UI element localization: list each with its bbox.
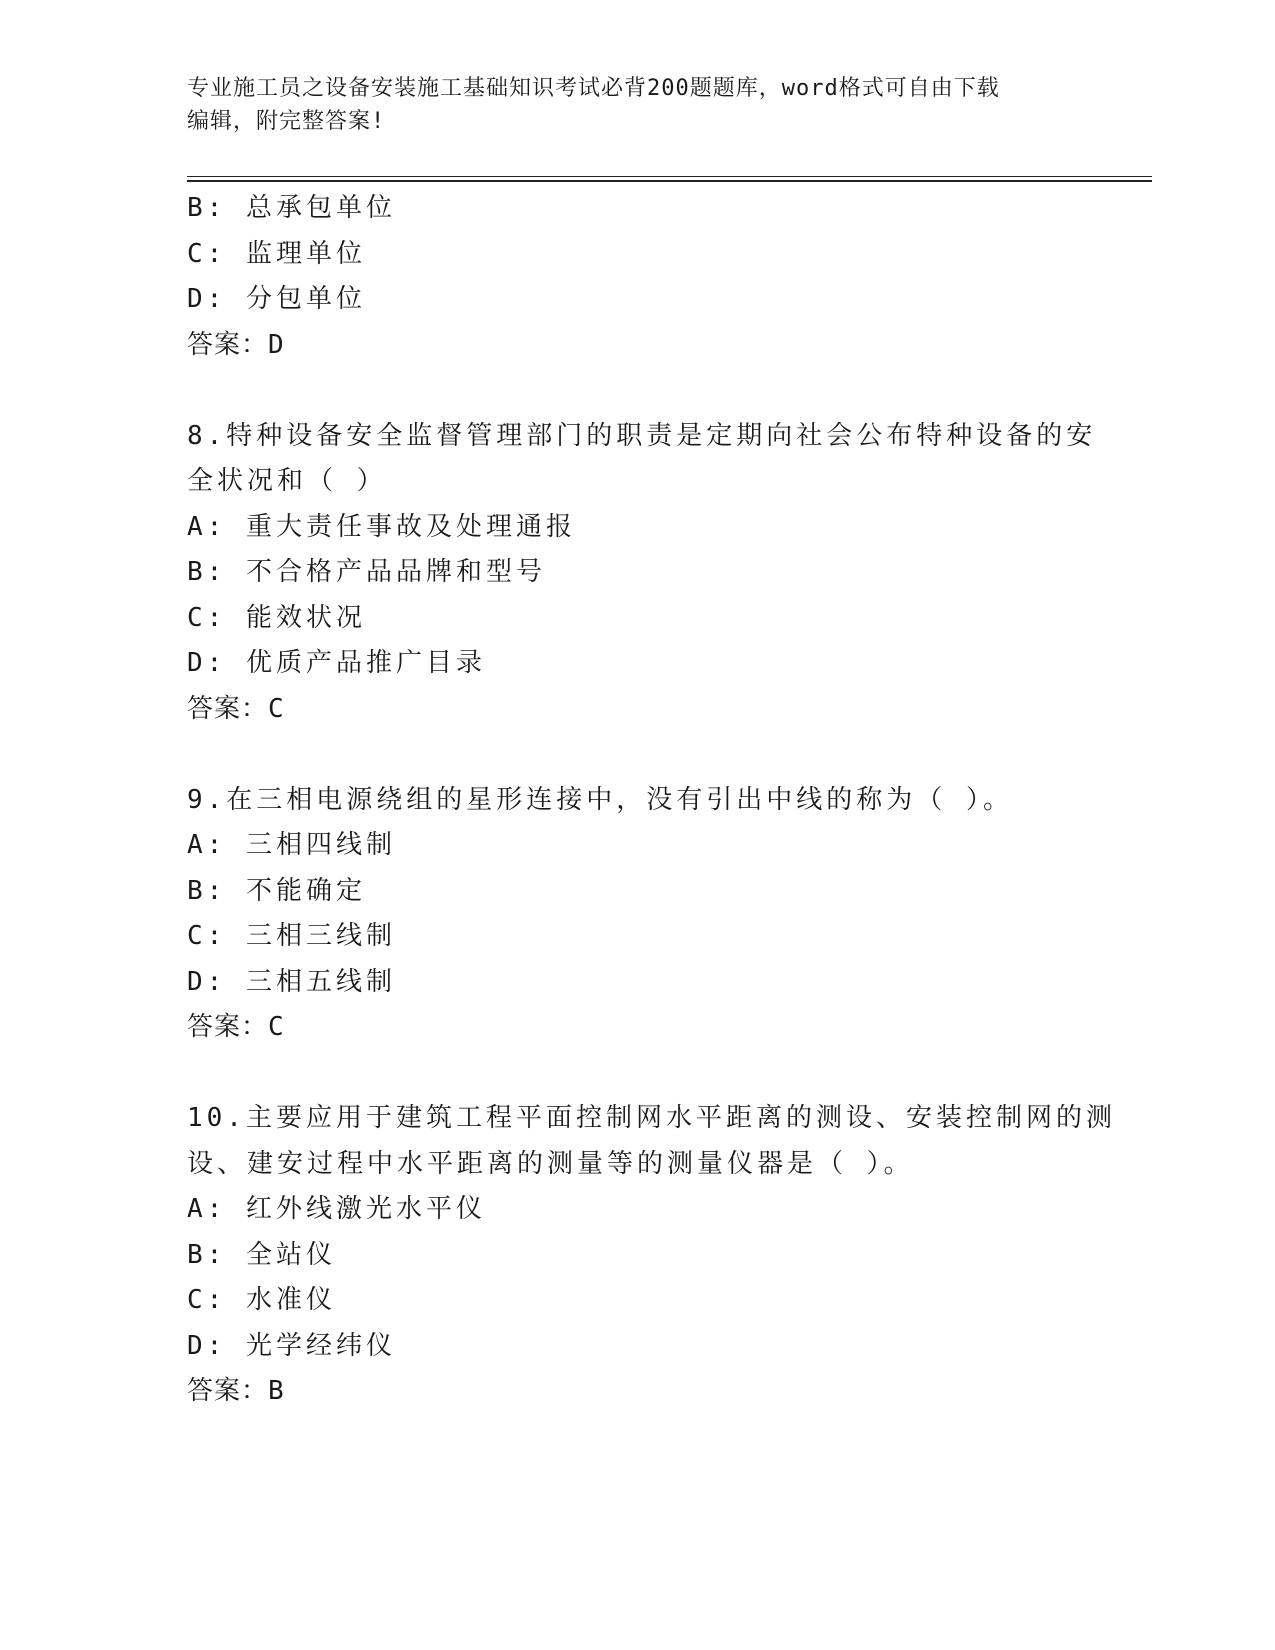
option-b: B: 总承包单位 [187, 193, 396, 223]
question-stem-line-1: 10.主要应用于建筑工程平面控制网水平距离的测设、安装控制网的测 [187, 1103, 1116, 1133]
question-stem-line-1: 8.特种设备安全监督管理部门的职责是定期向社会公布特种设备的安 [187, 420, 1097, 451]
option-d: D: 分包单位 [187, 284, 366, 314]
option-a: A: 重大责任事故及处理通报 [187, 511, 576, 542]
question-block-8 [187, 414, 1097, 733]
question-stem-line-2: 设、建安过程中水平距离的测量等的测量仪器是（ ）。 [187, 1148, 914, 1179]
option-b: B: 全站仪 [187, 1239, 336, 1270]
question-block-9 [187, 778, 1087, 1051]
answer-line: 答案：B [187, 1376, 285, 1406]
option-b: B: 不合格产品品牌和型号 [187, 557, 546, 587]
option-a: A: 红外线激光水平仪 [187, 1194, 486, 1224]
header-title-line-1: 专业施工员之设备安装施工基础知识考试必背200题题库，word格式可自由下载 [187, 76, 1000, 101]
option-a: A: 三相四线制 [187, 830, 396, 860]
header-divider-thick [187, 180, 1152, 182]
header-divider-thin [187, 176, 1152, 177]
answer-line: 答案：D [187, 329, 285, 360]
option-c: C: 三相三线制 [187, 921, 396, 951]
question-block-10 [187, 1096, 1116, 1415]
option-d: D: 优质产品推广目录 [187, 648, 486, 678]
answer-line: 答案：C [187, 1012, 285, 1042]
question-block-7 [187, 186, 1087, 368]
question-stem-line-2: 全状况和（ ） [187, 466, 387, 496]
question-stem-line-1: 9.在三相电源绕组的星形连接中，没有引出中线的称为（ ）。 [187, 784, 1013, 815]
option-c: C: 监理单位 [187, 238, 366, 269]
option-d: D: 三相五线制 [187, 966, 396, 997]
answer-line: 答案：C [187, 693, 285, 724]
option-b: B: 不能确定 [187, 875, 366, 906]
document-header [187, 72, 1087, 138]
header-title-line-2: 编辑，附完整答案! [187, 109, 386, 134]
option-d: D: 光学经纬仪 [187, 1330, 396, 1361]
option-c: C: 能效状况 [187, 602, 366, 633]
option-c: C: 水准仪 [187, 1285, 336, 1315]
question-list [187, 186, 1116, 1415]
